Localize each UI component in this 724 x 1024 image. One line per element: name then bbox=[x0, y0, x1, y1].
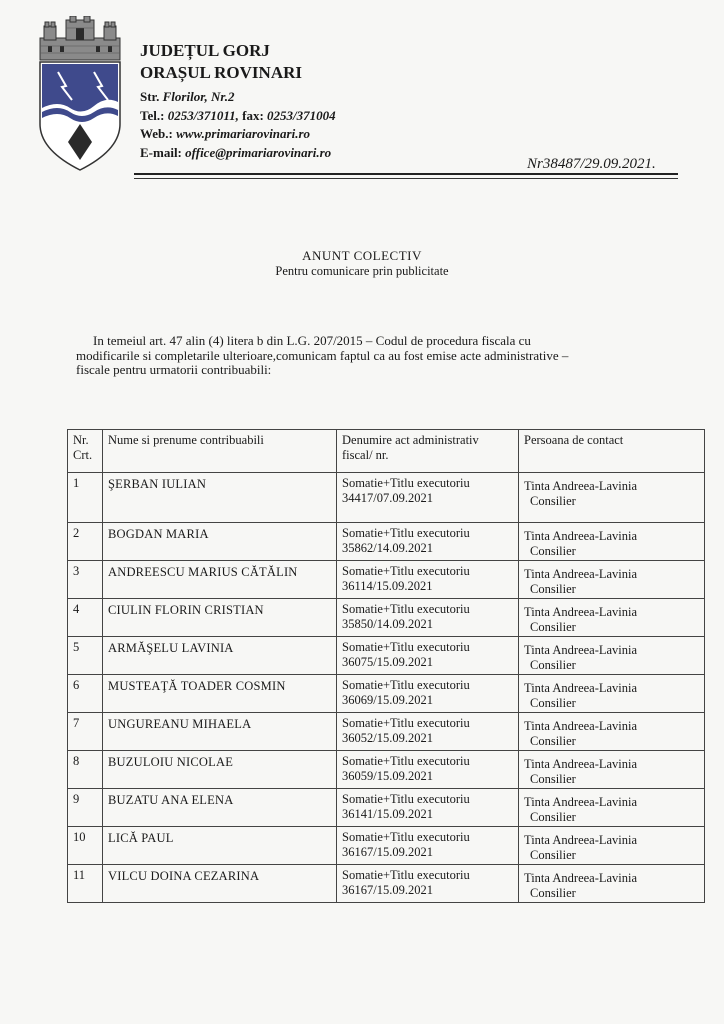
header-divider bbox=[134, 173, 678, 175]
contributors-table bbox=[67, 429, 705, 903]
act-cell bbox=[337, 561, 519, 599]
contact-person: Tinta Andreea-Lavinia bbox=[524, 719, 638, 733]
contact-person: Tinta Andreea-Lavinia bbox=[524, 757, 638, 771]
row-number: 9 bbox=[68, 789, 103, 827]
row-number: 11 bbox=[68, 865, 103, 903]
table-row bbox=[68, 751, 705, 789]
contact-person: Tinta Andreea-Lavinia bbox=[524, 479, 638, 493]
row-number: 5 bbox=[68, 637, 103, 675]
act-cell bbox=[337, 523, 519, 561]
contact-person: Tinta Andreea-Lavinia bbox=[524, 871, 638, 885]
coat-of-arms-icon bbox=[36, 16, 124, 172]
contact-cell bbox=[519, 675, 705, 713]
paragraph-line: In temeiul art. 47 alin (4) litera b din L.G. 207/2015 – Codul de procedura fiscala cu bbox=[93, 333, 531, 348]
table-row bbox=[68, 865, 705, 903]
contact-role: Consilier bbox=[530, 581, 576, 596]
contact-cell bbox=[519, 827, 705, 865]
act-cell bbox=[337, 473, 519, 523]
contact-role: Consilier bbox=[530, 493, 576, 508]
header-nr-line1: Nr. bbox=[73, 433, 89, 447]
county-name: JUDEȚUL GORJ bbox=[140, 41, 270, 60]
contact-person: Tinta Andreea-Lavinia bbox=[524, 605, 638, 619]
act-type: Somatie+Titlu executoriu bbox=[342, 526, 470, 540]
table-row bbox=[68, 599, 705, 637]
table-row bbox=[68, 827, 705, 865]
act-number: 36069/15.09.2021 bbox=[342, 692, 433, 707]
row-number: 2 bbox=[68, 523, 103, 561]
web-line bbox=[140, 125, 336, 144]
act-cell bbox=[337, 827, 519, 865]
table-row bbox=[68, 713, 705, 751]
act-number: 36167/15.09.2021 bbox=[342, 882, 433, 897]
contact-cell bbox=[519, 637, 705, 675]
notice-subtitle: Pentru comunicare prin publicitate bbox=[275, 264, 449, 278]
act-number: 34417/07.09.2021 bbox=[342, 490, 433, 505]
act-cell bbox=[337, 675, 519, 713]
row-number: 6 bbox=[68, 675, 103, 713]
header-nr-line2: Crt. bbox=[73, 447, 93, 462]
act-type: Somatie+Titlu executoriu bbox=[342, 868, 470, 882]
contact-cell bbox=[519, 561, 705, 599]
row-number: 10 bbox=[68, 827, 103, 865]
email-line bbox=[140, 144, 336, 163]
contributor-name: BOGDAN MARIA bbox=[103, 523, 337, 561]
act-number: 36075/15.09.2021 bbox=[342, 654, 433, 669]
contact-cell bbox=[519, 751, 705, 789]
contact-block bbox=[140, 88, 336, 162]
header-divider-thin bbox=[134, 178, 678, 179]
contact-person: Tinta Andreea-Lavinia bbox=[524, 529, 638, 543]
act-number: 36141/15.09.2021 bbox=[342, 806, 433, 821]
act-number: 35862/14.09.2021 bbox=[342, 540, 433, 555]
contact-person: Tinta Andreea-Lavinia bbox=[524, 833, 638, 847]
tel-label: Tel.: bbox=[140, 107, 165, 123]
contact-role: Consilier bbox=[530, 885, 576, 900]
table-row bbox=[68, 675, 705, 713]
row-number: 3 bbox=[68, 561, 103, 599]
contact-role: Consilier bbox=[530, 543, 576, 558]
act-cell bbox=[337, 637, 519, 675]
contact-role: Consilier bbox=[530, 657, 576, 672]
email-label: E-mail: bbox=[140, 144, 182, 160]
table-row bbox=[68, 789, 705, 827]
registration-number: Nr38487/29.09.2021. bbox=[527, 156, 656, 172]
contact-role: Consilier bbox=[530, 847, 576, 862]
town-name: ORAȘUL ROVINARI bbox=[140, 63, 302, 82]
contact-cell bbox=[519, 865, 705, 903]
address-value: Florilor, Nr.2 bbox=[162, 89, 235, 104]
act-number: 36052/15.09.2021 bbox=[342, 730, 433, 745]
contributor-name: ŞERBAN IULIAN bbox=[103, 473, 337, 523]
act-type: Somatie+Titlu executoriu bbox=[342, 476, 470, 490]
address-line bbox=[140, 88, 336, 107]
act-type: Somatie+Titlu executoriu bbox=[342, 564, 470, 578]
row-number: 4 bbox=[68, 599, 103, 637]
fax-label: fax: bbox=[242, 107, 264, 123]
act-number: 35850/14.09.2021 bbox=[342, 616, 433, 631]
act-type: Somatie+Titlu executoriu bbox=[342, 792, 470, 806]
contact-role: Consilier bbox=[530, 619, 576, 634]
contributor-name: ANDREESCU MARIUS CĂTĂLIN bbox=[103, 561, 337, 599]
contributor-name: BUZATU ANA ELENA bbox=[103, 789, 337, 827]
organization-name bbox=[140, 40, 302, 84]
act-type: Somatie+Titlu executoriu bbox=[342, 754, 470, 768]
act-number: 36114/15.09.2021 bbox=[342, 578, 433, 593]
contact-cell bbox=[519, 473, 705, 523]
table-body bbox=[68, 473, 705, 903]
row-number: 7 bbox=[68, 713, 103, 751]
contributor-name: BUZULOIU NICOLAE bbox=[103, 751, 337, 789]
contact-role: Consilier bbox=[530, 733, 576, 748]
row-number: 8 bbox=[68, 751, 103, 789]
notice-title: ANUNT COLECTIV bbox=[302, 248, 422, 263]
tel-value: 0253/371011, bbox=[167, 107, 239, 123]
contact-role: Consilier bbox=[530, 809, 576, 824]
contributor-name: LICĂ PAUL bbox=[103, 827, 337, 865]
act-cell bbox=[337, 599, 519, 637]
header-act bbox=[337, 430, 519, 473]
contact-person: Tinta Andreea-Lavinia bbox=[524, 681, 638, 695]
paragraph-line: fiscale pentru urmatorii contribuabili: bbox=[76, 362, 272, 377]
act-cell bbox=[337, 751, 519, 789]
act-cell bbox=[337, 865, 519, 903]
contributor-name: UNGUREANU MIHAELA bbox=[103, 713, 337, 751]
act-type: Somatie+Titlu executoriu bbox=[342, 602, 470, 616]
contact-role: Consilier bbox=[530, 771, 576, 786]
contributor-name: VILCU DOINA CEZARINA bbox=[103, 865, 337, 903]
act-type: Somatie+Titlu executoriu bbox=[342, 678, 470, 692]
header-nr bbox=[68, 430, 103, 473]
header-name: Nume si prenume contribuabili bbox=[103, 430, 337, 473]
web-label: Web.: bbox=[140, 126, 173, 141]
contact-cell bbox=[519, 713, 705, 751]
contact-cell bbox=[519, 523, 705, 561]
email-value: office@primariarovinari.ro bbox=[185, 144, 332, 160]
fax-value: 0253/371004 bbox=[267, 107, 336, 123]
address-label: Str. bbox=[140, 89, 160, 104]
act-type: Somatie+Titlu executoriu bbox=[342, 640, 470, 654]
web-value: www.primariarovinari.ro bbox=[176, 126, 311, 141]
row-number: 1 bbox=[68, 473, 103, 523]
act-type: Somatie+Titlu executoriu bbox=[342, 716, 470, 730]
contact-person: Tinta Andreea-Lavinia bbox=[524, 795, 638, 809]
act-cell bbox=[337, 789, 519, 827]
table-row bbox=[68, 561, 705, 599]
contact-person: Tinta Andreea-Lavinia bbox=[524, 567, 638, 581]
contact-person: Tinta Andreea-Lavinia bbox=[524, 643, 638, 657]
phone-line bbox=[140, 107, 336, 126]
act-number: 36059/15.09.2021 bbox=[342, 768, 433, 783]
table-row bbox=[68, 473, 705, 523]
act-cell bbox=[337, 713, 519, 751]
act-type: Somatie+Titlu executoriu bbox=[342, 830, 470, 844]
table-row bbox=[68, 637, 705, 675]
contact-role: Consilier bbox=[530, 695, 576, 710]
paragraph-line: modificarile si completarile ulterioare,comunicam faptul ca au fost emise acte administrative – bbox=[76, 347, 569, 363]
header-contact: Persoana de contact bbox=[519, 430, 705, 473]
act-number: 36167/15.09.2021 bbox=[342, 844, 433, 859]
contributor-name: CIULIN FLORIN CRISTIAN bbox=[103, 599, 337, 637]
contributor-name: MUSTEAŢĂ TOADER COSMIN bbox=[103, 675, 337, 713]
notice-paragraph bbox=[76, 334, 646, 378]
table-header-row bbox=[68, 430, 705, 473]
header-act-line1: Denumire act administrativ bbox=[342, 433, 479, 447]
contact-cell bbox=[519, 599, 705, 637]
contact-cell bbox=[519, 789, 705, 827]
header-act-line2: fiscal/ nr. bbox=[342, 447, 389, 462]
table-row bbox=[68, 523, 705, 561]
contributor-name: ARMĂŞELU LAVINIA bbox=[103, 637, 337, 675]
